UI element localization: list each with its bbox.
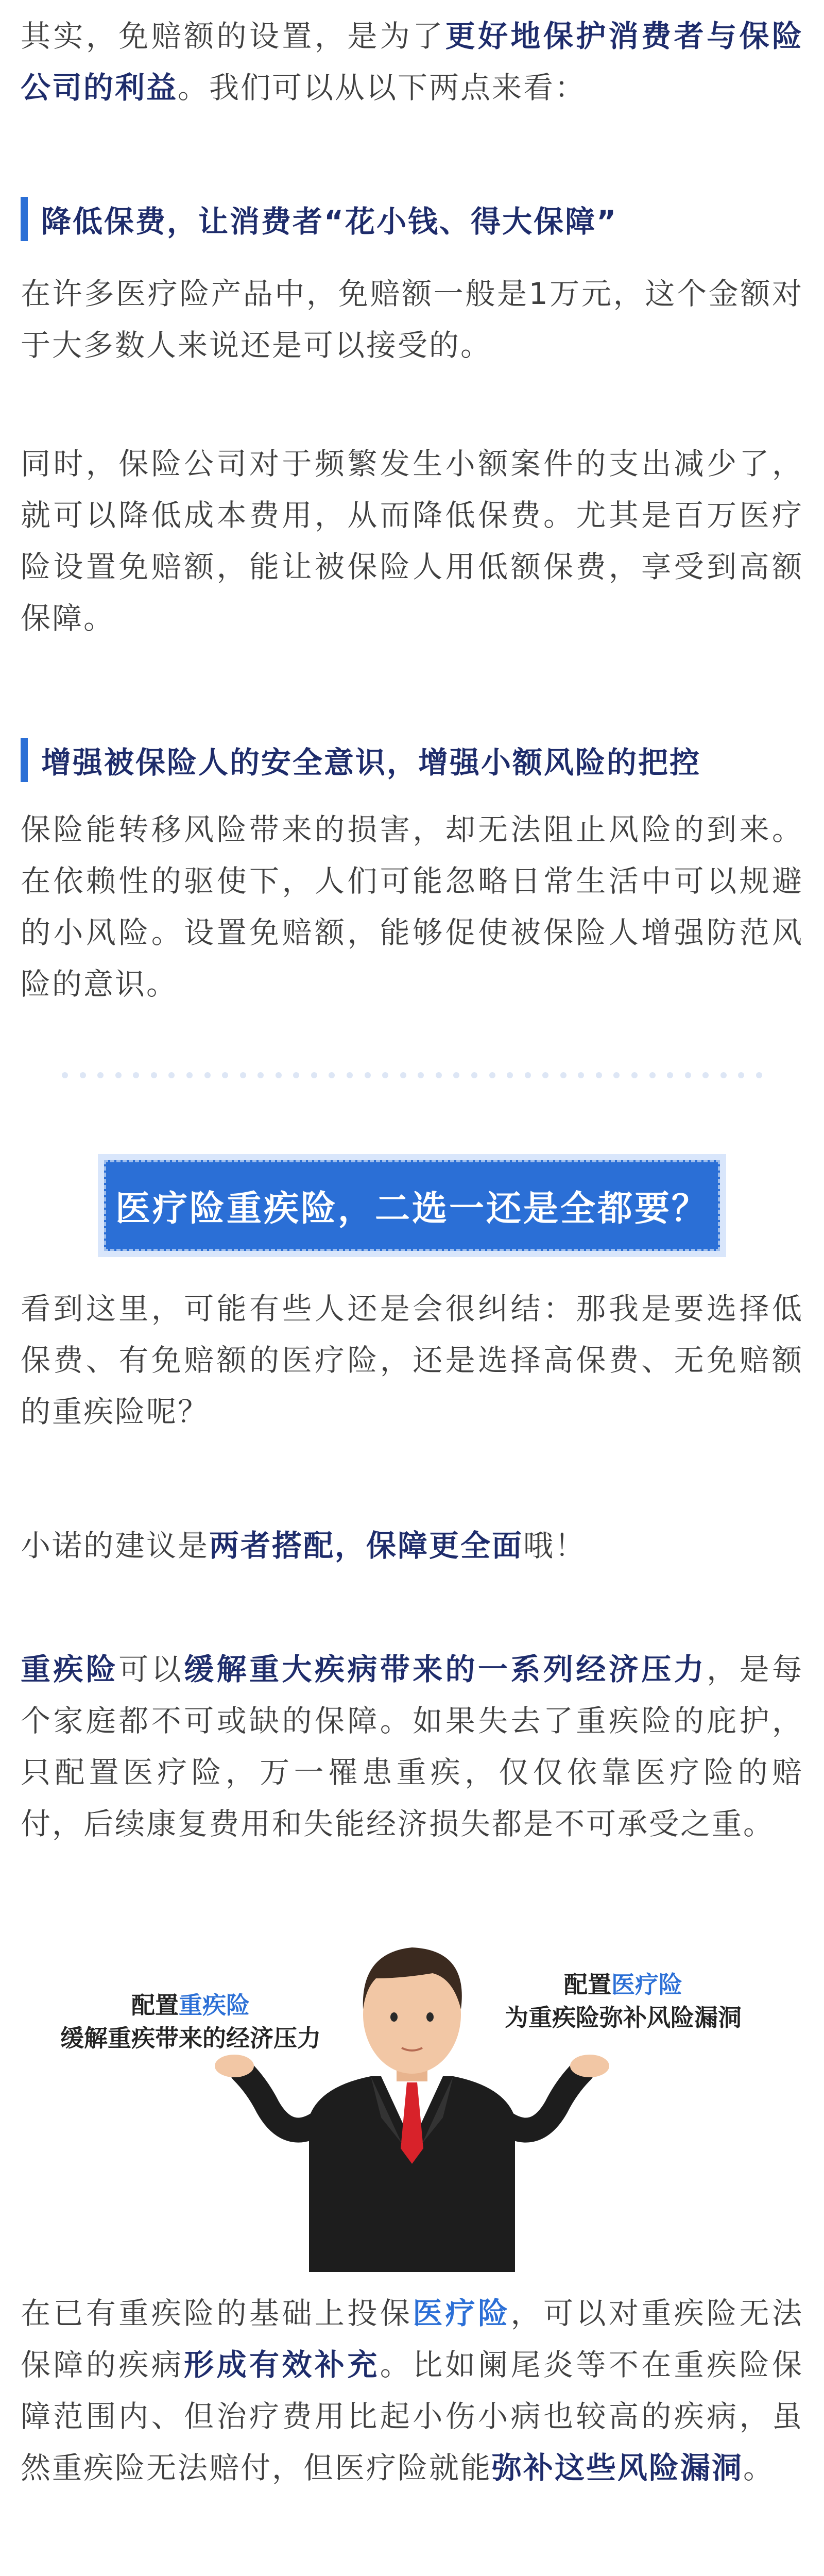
divider-dot <box>80 1072 86 1078</box>
divider-dot <box>168 1072 175 1078</box>
intro-emphasis: 更好地保护消费者与保险公司的利益 <box>21 19 803 105</box>
paragraph-risk-awareness: 保险能转移风险带来的损害，却无法阻止风险的到来。在依赖性的驱使下，人们可能忽略日常生活中可以规避的小风险。设置免赔额，能够促使被保险人增强防范风险的意识。 <box>21 812 803 1002</box>
divider-dot <box>560 1072 566 1078</box>
divider-dot <box>97 1072 104 1078</box>
divider-dot <box>453 1072 459 1078</box>
divider-dot <box>276 1072 282 1078</box>
divider-dot <box>720 1072 727 1078</box>
divider-dot <box>222 1072 228 1078</box>
divider-dot <box>258 1072 264 1078</box>
right-eye <box>426 2012 434 2022</box>
divider-dot <box>418 1072 424 1078</box>
divider-dot <box>347 1072 353 1078</box>
divider-dot <box>293 1072 299 1078</box>
right-label: 配置医疗险 为重疾险弥补风险漏洞 <box>505 1971 742 2031</box>
divider-dot <box>685 1072 691 1078</box>
divider-dot <box>311 1072 317 1078</box>
paragraph-lower-cost: 同时，保险公司对于频繁发生小额案件的支出减少了，就可以降低成本费用，从而降低保费。尤其是百万医疗险设置免赔额，能让被保险人用低额保费，享受到高额保障。 <box>21 446 803 636</box>
illustration-businessman <box>0 1901 824 2272</box>
divider-dot <box>507 1072 513 1078</box>
left-arm <box>242 2071 319 2130</box>
subheading-text: 增强被保险人的安全意识，增强小额风险的把控 <box>41 745 701 780</box>
divider-dot <box>489 1072 495 1078</box>
paragraph-suggestion: 小诺的建议是两者搭配，保障更全面哦！ <box>21 1528 587 1563</box>
right-arm <box>505 2071 582 2130</box>
section-title: 医疗险重疾险，二选一还是全都要？ <box>104 1160 720 1251</box>
divider-dot <box>702 1072 709 1078</box>
divider-dot <box>613 1072 620 1078</box>
divider-dot <box>542 1072 548 1078</box>
businessman-figure <box>0 1901 824 2272</box>
left-hand <box>215 2055 254 2077</box>
paragraph-dilemma: 看到这里，可能有些人还是会很纠结：那我是要选择低保费、有免赔额的医疗险，还是选择高保费、无免赔额的重疾险呢？ <box>21 1291 803 1429</box>
divider-dot <box>525 1072 531 1078</box>
divider-dot <box>649 1072 656 1078</box>
subheading-text: 降低保费，让消费者“花小钱、得大保障” <box>41 204 618 239</box>
divider-dot <box>436 1072 442 1078</box>
divider-dot <box>471 1072 477 1078</box>
divider-dot <box>667 1072 673 1078</box>
paragraph-deductible-amount: 在许多医疗险产品中，免赔额一般是1万元，这个金额对于大多数人来说还是可以接受的。 <box>21 276 803 363</box>
paragraph-medical-insurance: 在已有重疾险的基础上投保医疗险，可以对重疾险无法保障的疾病形成有效补充。比如阑尾炎等不在重疾险保障范围内、但治疗费用比起小伤小病也较高的疾病，虽然重疾险无法赔付，但医疗险就能弥补这些风险漏洞。 <box>21 2296 803 2485</box>
subheading-accent-bar <box>21 197 28 241</box>
subheading-lower-premium <box>21 191 803 247</box>
divider-dot <box>382 1072 388 1078</box>
subheading-accent-bar <box>21 738 28 782</box>
divider-dot <box>151 1072 157 1078</box>
divider-dot <box>133 1072 139 1078</box>
divider-dot <box>115 1072 122 1078</box>
divider-dot <box>365 1072 371 1078</box>
paragraph-critical-illness: 重疾险可以缓解重大疾病带来的一系列经济压力，是每个家庭都不可或缺的保障。如果失去了重疾险的庇护，只配置医疗险，万一罹患重疾，仅仅依靠医疗险的赔付，后续康复费用和失能经济损失都是不可承受之重。 <box>21 1652 803 1841</box>
divider-dot <box>400 1072 406 1078</box>
divider-dot <box>578 1072 584 1078</box>
suggestion-emphasis: 两者搭配，保障更全面 <box>209 1528 524 1563</box>
intro-paragraph: 其实，免赔额的设置，是为了更好地保护消费者与保险公司的利益。我们可以从以下两点来看： <box>21 19 803 105</box>
left-label: 配置重疾险 缓解重疾带来的经济压力 <box>60 1991 321 2052</box>
divider-dot <box>756 1072 762 1078</box>
divider-dot <box>738 1072 744 1078</box>
divider-dot <box>240 1072 246 1078</box>
divider-dot <box>596 1072 602 1078</box>
dotted-divider <box>62 1072 762 1079</box>
left-eye <box>390 2012 398 2022</box>
divider-dot <box>186 1072 193 1078</box>
divider-dot <box>62 1072 68 1078</box>
section-title-box <box>98 1154 726 1257</box>
right-hand <box>570 2055 609 2077</box>
divider-dot <box>631 1072 638 1078</box>
subheading-safety-awareness <box>21 732 803 788</box>
divider-dot <box>204 1072 211 1078</box>
divider-dot <box>329 1072 335 1078</box>
